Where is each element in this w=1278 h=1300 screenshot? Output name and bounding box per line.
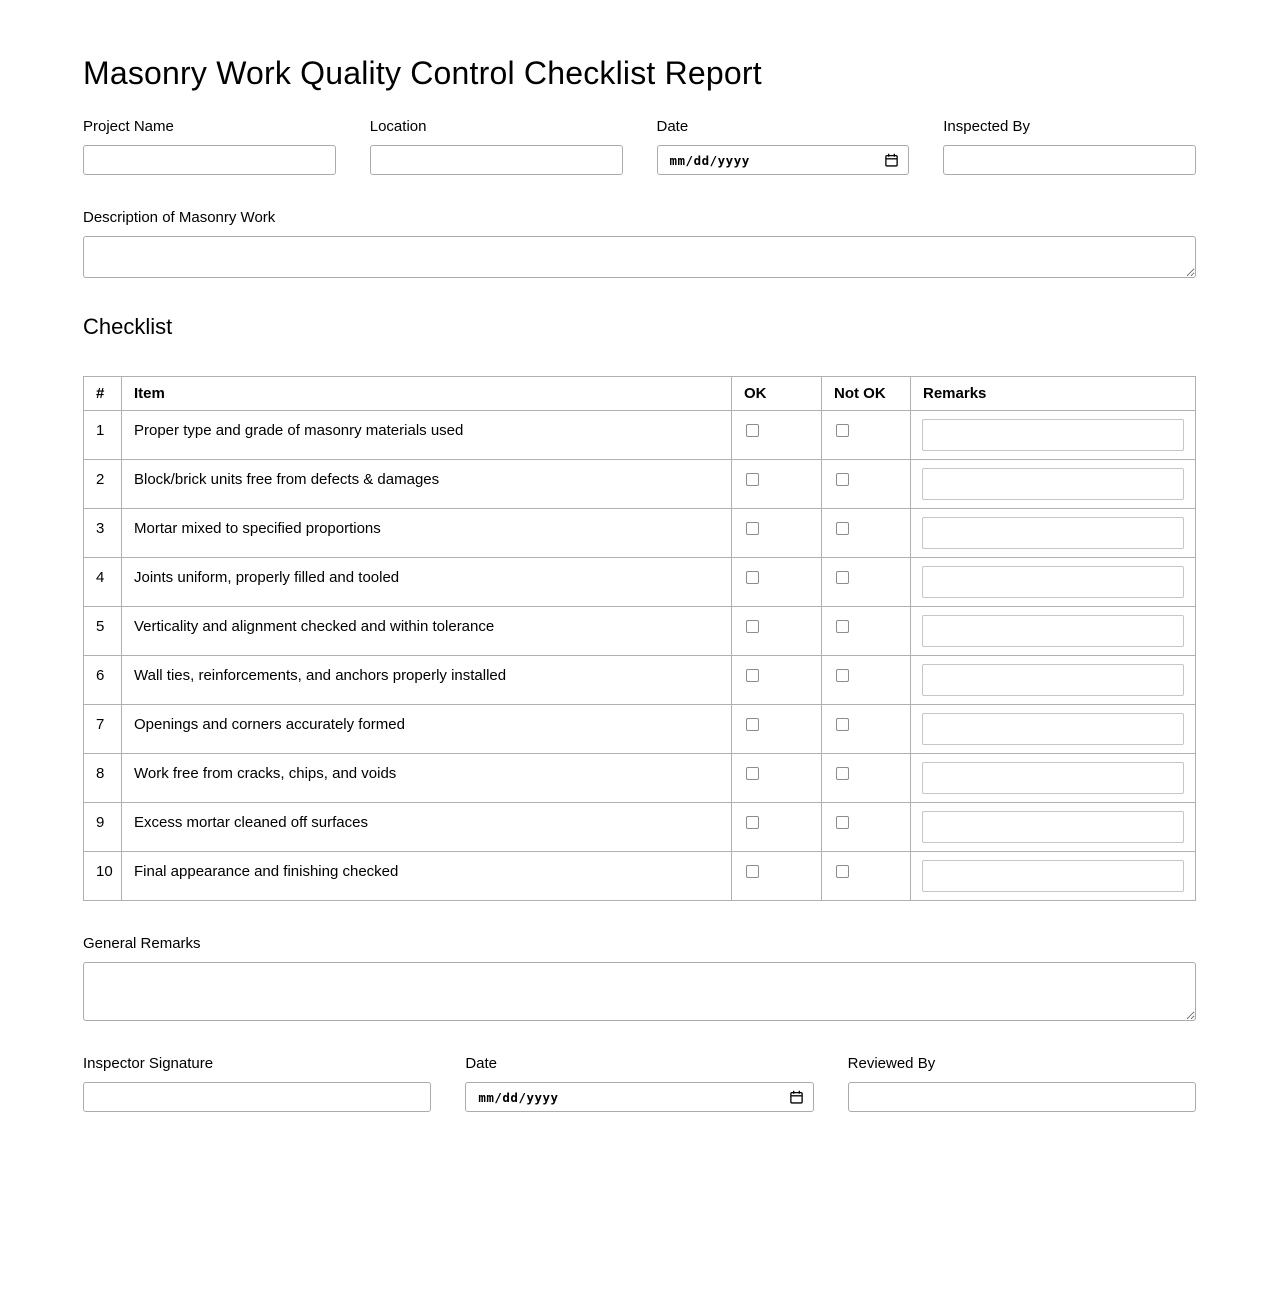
item-text: Work free from cracks, chips, and voids [134,765,397,783]
not-ok-checkbox[interactable] [836,522,849,535]
item-text: Final appearance and finishing checked [134,863,399,881]
item-number-cell [84,460,122,509]
item-number: 2 [96,471,105,489]
remarks-input[interactable] [922,419,1184,451]
not-ok-cell [822,656,911,705]
item-text-cell [122,803,732,852]
location-label: Location [369,118,427,136]
table-row [84,803,1196,852]
item-number: 8 [96,765,105,783]
general-remarks-textarea[interactable] [83,962,1196,1021]
item-text-cell [122,607,732,656]
project-name-input[interactable] [83,145,336,175]
footer-date-field [465,1055,813,1112]
table-row [84,460,1196,509]
table-row [84,754,1196,803]
remarks-input[interactable] [922,762,1184,794]
not-ok-checkbox[interactable] [836,767,849,780]
item-text: Block/brick units free from defects & damages [134,471,440,489]
not-ok-checkbox[interactable] [836,816,849,829]
table-row [84,656,1196,705]
reviewed-by-label: Reviewed By [847,1055,936,1073]
ok-checkbox[interactable] [746,816,759,829]
footer-date-input[interactable] [465,1082,813,1112]
col-header-num: # [84,377,122,411]
reviewed-by-input[interactable] [848,1082,1196,1112]
item-number-cell [84,803,122,852]
table-row [84,607,1196,656]
remarks-input[interactable] [922,615,1184,647]
table-header-row [84,377,1196,411]
not-ok-checkbox[interactable] [836,571,849,584]
remarks-cell [911,558,1196,607]
ok-cell [732,656,822,705]
remarks-input[interactable] [922,566,1184,598]
location-field [370,118,623,175]
col-header-item: Item [122,377,732,411]
not-ok-checkbox[interactable] [836,473,849,486]
remarks-cell [911,803,1196,852]
remarks-cell [911,705,1196,754]
remarks-input[interactable] [922,811,1184,843]
not-ok-cell [822,509,911,558]
date-label: Date [656,118,689,136]
ok-cell [732,460,822,509]
description-textarea[interactable] [83,236,1196,278]
description-label: Description of Masonry Work [83,209,276,227]
form-content [83,0,1196,1112]
footer-date-placeholder: mm/dd/yyyy [478,1089,559,1105]
remarks-input[interactable] [922,664,1184,696]
item-text-cell [122,411,732,460]
date-field [657,118,910,175]
general-remarks-section [83,935,1196,1021]
col-header-ok: OK [732,377,822,411]
item-number: 6 [96,667,105,685]
remarks-cell [911,656,1196,705]
item-number: 7 [96,716,105,734]
ok-checkbox[interactable] [746,718,759,731]
not-ok-checkbox[interactable] [836,424,849,437]
item-text-cell [122,460,732,509]
not-ok-cell [822,607,911,656]
item-number-cell [84,509,122,558]
not-ok-checkbox[interactable] [836,669,849,682]
item-text: Mortar mixed to specified proportions [134,520,381,538]
inspector-signature-field [83,1055,431,1112]
project-name-field [83,118,336,175]
ok-cell [732,705,822,754]
ok-checkbox[interactable] [746,767,759,780]
item-number: 3 [96,520,105,538]
checklist-heading: Checklist [83,314,173,340]
item-number: 5 [96,618,105,636]
general-remarks-label: General Remarks [83,935,201,953]
table-row [84,705,1196,754]
remarks-input[interactable] [922,860,1184,892]
header-fields-row [83,118,1196,175]
ok-checkbox[interactable] [746,620,759,633]
ok-checkbox[interactable] [746,473,759,486]
not-ok-cell [822,803,911,852]
table-row [84,509,1196,558]
inspected-by-field [943,118,1196,175]
item-number-cell [84,656,122,705]
description-section [83,209,1196,278]
ok-checkbox[interactable] [746,865,759,878]
not-ok-cell [822,460,911,509]
reviewed-by-field [848,1055,1196,1112]
remarks-input[interactable] [922,517,1184,549]
not-ok-cell [822,852,911,901]
ok-cell [732,754,822,803]
item-number: 10 [96,863,113,881]
col-header-not-ok: Not OK [822,377,911,411]
ok-cell [732,803,822,852]
table-row [84,558,1196,607]
item-text: Excess mortar cleaned off surfaces [134,814,368,832]
remarks-cell [911,460,1196,509]
item-number-cell [84,754,122,803]
inspector-signature-label: Inspector Signature [83,1055,214,1073]
not-ok-checkbox[interactable] [836,865,849,878]
item-text: Joints uniform, properly filled and tooled [134,569,400,587]
item-number-cell [84,558,122,607]
item-number: 9 [96,814,105,832]
project-name-label: Project Name [83,118,174,136]
item-text: Wall ties, reinforcements, and anchors properly installed [134,667,507,685]
item-number: 4 [96,569,105,587]
item-number: 1 [96,422,105,440]
ok-cell [732,558,822,607]
item-number-cell [84,607,122,656]
ok-checkbox[interactable] [746,571,759,584]
calendar-icon[interactable] [884,153,899,168]
date-placeholder: mm/dd/yyyy [669,152,750,168]
ok-cell [732,607,822,656]
item-number-cell [84,705,122,754]
inspected-by-input[interactable] [943,145,1196,175]
remarks-cell [911,509,1196,558]
inspector-signature-input[interactable] [83,1082,431,1112]
not-ok-cell [822,705,911,754]
remarks-cell [911,852,1196,901]
remarks-cell [911,754,1196,803]
calendar-icon[interactable] [789,1090,804,1105]
not-ok-cell [822,754,911,803]
ok-cell [732,411,822,460]
ok-checkbox[interactable] [746,669,759,682]
location-input[interactable] [370,145,623,175]
not-ok-cell [822,411,911,460]
item-text-cell [122,852,732,901]
not-ok-checkbox[interactable] [836,620,849,633]
col-header-remarks: Remarks [911,377,1196,411]
remarks-input[interactable] [922,468,1184,500]
item-text: Verticality and alignment checked and within tolerance [134,618,495,636]
remarks-cell [911,607,1196,656]
not-ok-cell [822,558,911,607]
table-row [84,411,1196,460]
remarks-cell [911,411,1196,460]
remarks-input[interactable] [922,713,1184,745]
ok-cell [732,509,822,558]
item-text: Proper type and grade of masonry materials used [134,422,464,440]
item-number-cell [84,852,122,901]
item-text-cell [122,656,732,705]
ok-cell [732,852,822,901]
ok-checkbox[interactable] [746,424,759,437]
footer-date-label: Date [465,1055,498,1073]
inspected-by-label: Inspected By [943,118,1030,136]
item-text-cell [122,705,732,754]
item-text-cell [122,754,732,803]
item-text-cell [122,509,732,558]
item-number-cell [84,411,122,460]
item-text-cell [122,558,732,607]
not-ok-checkbox[interactable] [836,718,849,731]
ok-checkbox[interactable] [746,522,759,535]
date-input[interactable] [657,145,910,175]
item-text: Openings and corners accurately formed [134,716,405,734]
footer-fields-row [83,1055,1196,1112]
page-title: Masonry Work Quality Control Checklist Report [83,55,762,91]
checklist-table [83,376,1196,901]
table-row [84,852,1196,901]
